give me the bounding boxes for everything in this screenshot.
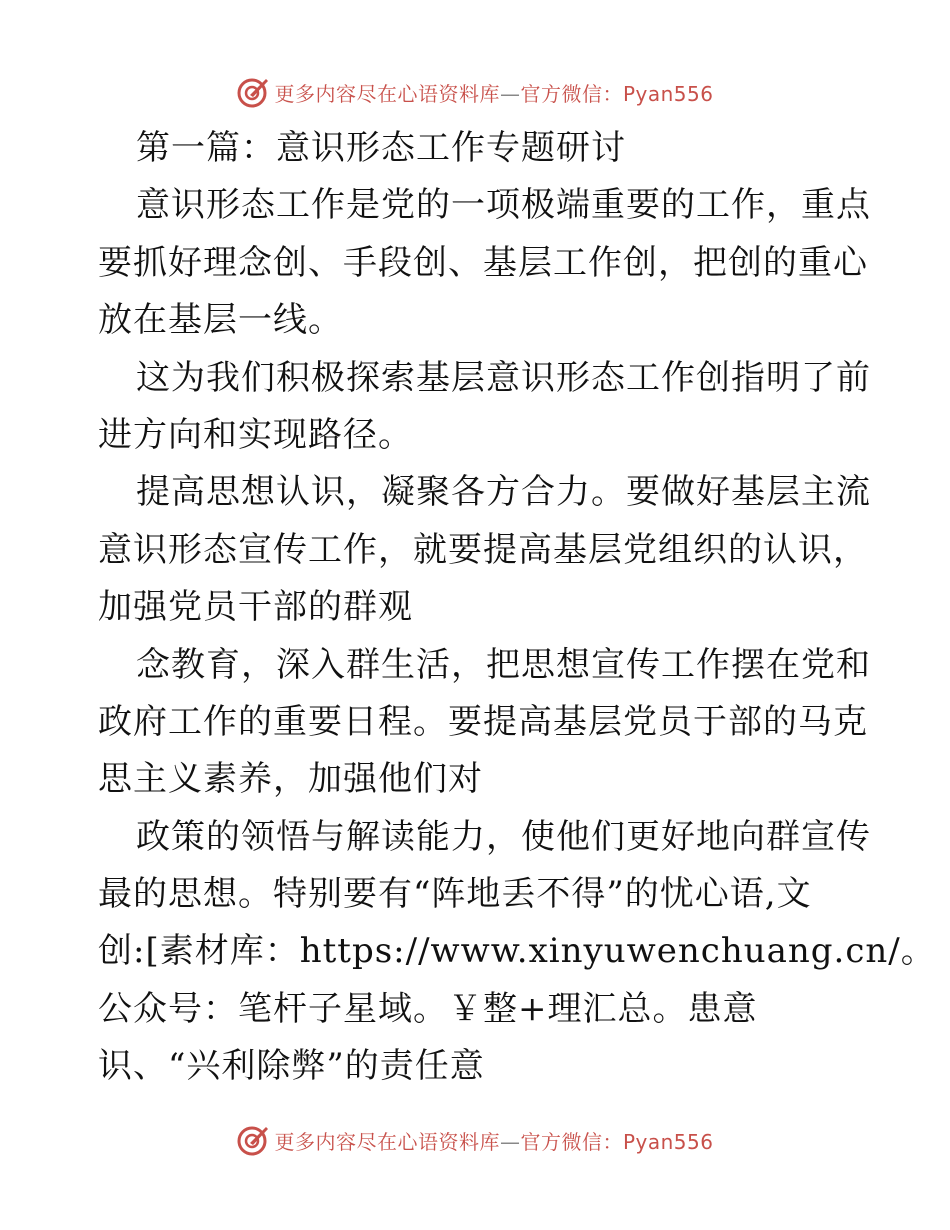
- footer-banner: [0, 1120, 950, 1160]
- paragraph-line: 创:[素材库：https://www.xinyuwenchuang.cn/。: [98, 931, 936, 972]
- paragraph-line: 放在基层一线。: [98, 300, 343, 341]
- paragraph-line: 加强党员干部的群观: [98, 587, 413, 628]
- header-banner-main: 更多内容尽在心语资料库: [274, 81, 500, 106]
- header-banner-text: [274, 78, 713, 107]
- paragraph-line: 进方向和实现路径。: [98, 414, 413, 455]
- header-banner-contact: 官方微信：Pyan556: [520, 81, 714, 106]
- footer-banner-dash: —: [499, 1129, 521, 1154]
- paragraph-line: 要抓好理念创、手段创、基层工作创，把创的重心: [98, 242, 868, 283]
- document-body: [98, 120, 936, 1096]
- paragraph-line: 识、“兴利除弊”的责任意: [98, 1046, 485, 1087]
- paragraph-line: 提高思想认识，凝聚各方合力。要做好基层主流: [136, 472, 871, 513]
- paragraph-line: 意识形态宣传工作，就要提高基层党组织的认识，: [98, 529, 868, 570]
- paragraph-line: 最的思想。特别要有“阵地丢不得”的忧心语,文: [98, 874, 812, 915]
- quill-circle-logo-icon: [236, 1123, 270, 1157]
- document-title: 第一篇：意识形态工作专题研讨: [136, 128, 626, 168]
- footer-banner-text: [274, 1126, 713, 1155]
- paragraph-line: 公众号：笔杆子星域。￥整+理汇总。患意: [98, 988, 758, 1029]
- paragraph-line: 这为我们积极探索基层意识形态工作创指明了前: [136, 357, 871, 398]
- paragraph-line: 念教育，深入群生活，把思想宣传工作摆在党和: [136, 644, 871, 685]
- paragraph-line: 思主义素养，加强他们对: [98, 759, 483, 800]
- paragraph-line: 意识形态工作是党的一项极端重要的工作，重点: [136, 185, 871, 226]
- quill-circle-logo-icon: [236, 75, 270, 109]
- paragraph-line: 政府工作的重要日程。要提高基层党员于部的马克: [98, 701, 868, 742]
- footer-banner-contact: 官方微信：Pyan556: [520, 1129, 714, 1154]
- footer-banner-main: 更多内容尽在心语资料库: [274, 1129, 500, 1154]
- paragraph-line: 政策的领悟与解读能力，使他们更好地向群宣传: [136, 816, 871, 857]
- header-banner-dash: —: [499, 81, 521, 106]
- header-banner: [0, 72, 950, 112]
